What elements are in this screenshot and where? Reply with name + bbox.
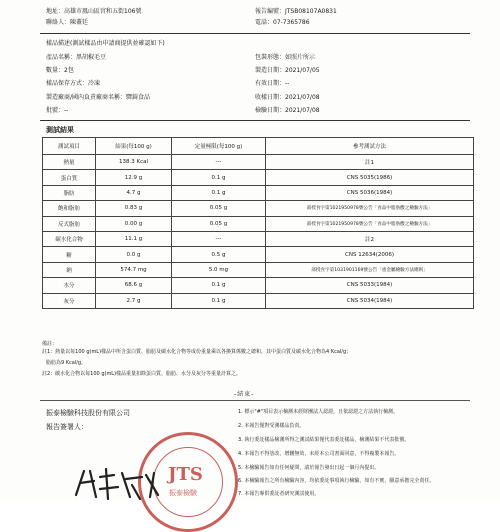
quantitation-limit: 0.5 g: [172, 247, 266, 262]
test-item: 灰分: [43, 293, 96, 308]
quantitation-limit: 0.05 g: [172, 201, 266, 216]
note-line: 脂肪為9 Kcal/g。: [46, 360, 87, 366]
sample-divider: [40, 120, 470, 121]
quantitation-limit: ---: [172, 155, 266, 170]
test-date: 檢驗日期：2021/07/08: [255, 107, 320, 114]
results-table: [42, 137, 474, 309]
packaging: 包裝形態：如照片所示: [255, 54, 316, 61]
quantitation-limit: ---: [172, 231, 266, 246]
reference-method: 部授食字第1021950978號公告「食品中脂肪酸之檢驗方法」: [266, 201, 474, 216]
quantitation-limit: 0.1 g: [172, 278, 266, 293]
remark-line: 2. 本報告僅對受測樣品負責。: [238, 423, 305, 429]
column-header: 測試項目: [43, 138, 96, 155]
expiry-date: 有效日期：--: [255, 80, 290, 87]
note-line: 註1：熱量以每100 g(mL)樣品中所含蛋白質、脂肪及碳水化合物等成份重量乘以各換算係數之總和。其中蛋白質及碳水化合物為4 Kcal/g；: [42, 349, 352, 355]
table-row: [43, 170, 474, 185]
contact-person: 聯絡人：陳蓋廷: [46, 19, 89, 26]
test-item: 水分: [43, 278, 96, 293]
result-value: 11.1 g: [96, 231, 172, 246]
lab-name: 振泰檢驗科技股份有限公司: [46, 409, 130, 417]
remark-line: 1. 標示"#"項目表示檢測未經財團法人認證，且依認證之方法執行檢測。: [238, 409, 399, 415]
end-mark: -結束-: [234, 391, 255, 398]
report-number: 報告編號：JTSB08107A0831: [255, 8, 337, 15]
storage-method: 樣品保存方式：冷凍: [46, 80, 101, 87]
handwritten-signature: [70, 465, 180, 500]
result-value: 138.3 Kcal: [96, 155, 172, 170]
sample-section-title: 樣品描述(測試樣品由申請商提供並確認如下): [46, 40, 165, 47]
reference-method: 註1: [266, 155, 474, 170]
test-item: 碳水化合物: [43, 231, 96, 246]
table-row: [43, 262, 474, 277]
table-row: [43, 185, 474, 200]
result-value: 12.9 g: [96, 170, 172, 185]
end-divider: [40, 400, 470, 401]
test-item: 鈉: [43, 262, 96, 277]
table-row: [43, 293, 474, 308]
remark-line: 4. 本報告不得塗改，增刪無效，未經本公司書面同意，不得複製本報告。: [238, 451, 400, 457]
reference-method: 註2: [266, 231, 474, 246]
table-row: [43, 278, 474, 293]
quantitation-limit: 5.0 mg: [172, 262, 266, 277]
remark-line: 6. 本檢驗報告之所有檢驗內容，均依委託事項執行檢驗，如有不實，願意承擔完全責任。: [238, 478, 435, 484]
test-item: 蛋白質: [43, 170, 96, 185]
table-row: [43, 155, 474, 170]
column-header: 結果(每100 g): [96, 138, 172, 155]
lot-number: 批號：--: [46, 107, 69, 114]
result-value: 0.00 g: [96, 216, 172, 231]
remark-line: 3. 執行委託樣品檢測所得之測試結果僅代表委託樣品，檢測結果不代表批號。: [238, 437, 410, 443]
reference-method: CNS 5034(1984): [266, 293, 474, 308]
quantitation-limit: 0.1 g: [172, 170, 266, 185]
table-header-row: [43, 138, 474, 155]
result-value: 4.7 g: [96, 185, 172, 200]
table-row: [43, 247, 474, 262]
reference-method: 部授食字第1021950978號公告「食品中脂肪酸之檢驗方法」: [266, 216, 474, 231]
remark-line: 5. 本檢驗報告如有任何疑問，請於報告發出日起一個月內提出。: [238, 465, 380, 471]
test-item: 糖: [43, 247, 96, 262]
remark-line: 7. 本報告專供委託者研究測試使用。: [238, 491, 320, 497]
note-line: 註2：碳水化合物以每100 g(mL)樣品重量扣除蛋白質、脂肪、水分及灰分等重量計算之。: [42, 371, 242, 377]
test-item: 熱量: [43, 155, 96, 170]
reference-method: CNS 5033(1984): [266, 278, 474, 293]
seal-label: 振泰檢驗: [169, 489, 197, 497]
test-item: 反式脂肪: [43, 216, 96, 231]
result-value: 574.7 mg: [96, 262, 172, 277]
reference-method: CNS 5036(1984): [266, 185, 474, 200]
quantitation-limit: 0.1 g: [172, 185, 266, 200]
column-header: 定量極限(每100 g): [172, 138, 266, 155]
product-name: 產品名稱：黑胡椒毛豆: [46, 54, 107, 61]
quantitation-limit: 0.05 g: [172, 216, 266, 231]
manufacture-date: 製造日期：2021/07/05: [255, 67, 320, 74]
column-header: 參考測試方法: [266, 138, 474, 155]
signer-label: 報告簽署人：: [46, 423, 88, 431]
results-section-title: 測試結果: [46, 126, 74, 134]
notes-label: 備註：: [42, 341, 58, 347]
table-row: [43, 231, 474, 246]
result-value: 0.83 g: [96, 201, 172, 216]
table-row: [43, 201, 474, 216]
seal-logo: JTS: [168, 464, 203, 485]
table-row: [43, 216, 474, 231]
received-date: 收樣日期：2021/07/08: [255, 94, 320, 101]
test-item: 飽和脂肪: [43, 201, 96, 216]
client-address: 地址：高雄市鳳山區宮和五街106號: [46, 8, 142, 15]
phone-number: 電話：07-7365786: [255, 19, 310, 26]
result-value: 2.7 g: [96, 293, 172, 308]
manufacturer: 製造廠商/國內負責廠商名稱：驛錡食品: [46, 94, 151, 101]
reference-method: 部授食字第1031901169號公告「重金屬檢驗方法總則」: [266, 262, 474, 277]
reference-method: CNS 5035(1986): [266, 170, 474, 185]
reference-method: CNS 12634(2006): [266, 247, 474, 262]
result-value: 0.0 g: [96, 247, 172, 262]
header-divider: [40, 33, 470, 34]
quantitation-limit: 0.1 g: [172, 293, 266, 308]
quantity: 數量：2包: [46, 67, 74, 74]
result-value: 68.6 g: [96, 278, 172, 293]
test-item: 脂肪: [43, 185, 96, 200]
